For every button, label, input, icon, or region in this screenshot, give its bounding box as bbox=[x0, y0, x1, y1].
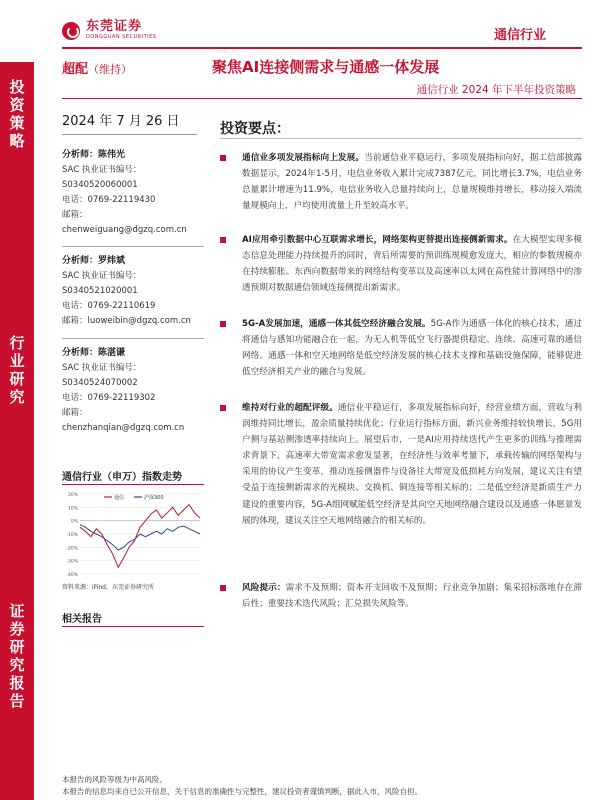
analyst-name: 陈伟光 bbox=[98, 150, 126, 160]
related-reports-title: 相关报告 bbox=[62, 614, 102, 625]
industry-label: 通信行业 bbox=[493, 28, 546, 43]
analyst-phone: 电话：0769-22110619 bbox=[62, 301, 156, 311]
related-divider bbox=[62, 626, 204, 627]
bullet-square-icon bbox=[220, 237, 226, 243]
analyst-sac-label: SAC 执业证书编号： bbox=[62, 271, 142, 281]
analyst-card bbox=[62, 346, 204, 436]
chart-y-tick: -20% bbox=[66, 546, 78, 552]
key-point-text: 需求不及预期；资本开支回收不及预期；行业竞争加剧；集采招标落地存在滞后性；重要技术迭代风险；汇兑损失风险等。 bbox=[242, 583, 582, 610]
sidebar-char: 告 bbox=[9, 692, 25, 710]
analyst-phone: 电话：0769-22119302 bbox=[62, 393, 156, 403]
chart-y-tick: 0% bbox=[70, 519, 78, 525]
disclaimer-risk: 本报告的风险等级为中高风险。 bbox=[62, 775, 167, 784]
sidebar-char: 报 bbox=[9, 674, 25, 692]
header-divider bbox=[62, 47, 582, 49]
analyst-sac-label: SAC 执业证书编号： bbox=[62, 165, 142, 175]
sidebar-char: 行 bbox=[9, 334, 25, 352]
chart-y-tick: 10% bbox=[67, 506, 78, 512]
sidebar-char: 证 bbox=[9, 602, 25, 620]
bullet-square-icon bbox=[220, 405, 226, 411]
sidebar-char: 投 bbox=[9, 78, 25, 96]
rating bbox=[62, 58, 132, 77]
key-point-heading: 5G-A发展加速，通感一体其低空经济融合发展。 bbox=[242, 319, 431, 329]
key-point-text: 5G-A作为通感一体化的核心技术，通过将通信与感知功能融合在一起，为无人机等低空飞行器提供稳定、连续、高速可靠的通信网络。通感一体和空天地网络是低空经济发展的核心技术支撑和基础设施保障，能够促进低空经济相关产业的融合与发展。 bbox=[242, 319, 582, 378]
analyst-sac-number: S0340521020001 bbox=[62, 286, 138, 296]
bullet-square-icon bbox=[220, 155, 226, 161]
analyst-email-label: 邮箱： bbox=[62, 210, 88, 220]
sidebar-char: 略 bbox=[9, 132, 25, 150]
rating-main: 超配 bbox=[62, 62, 89, 77]
chart-source: 资料来源：iFind，东莞证券研究所 bbox=[62, 584, 154, 591]
sidebar-label-industry bbox=[0, 334, 34, 406]
key-point-item bbox=[220, 232, 582, 296]
logo-mark-icon bbox=[62, 22, 80, 40]
logo-name-en: DONGGUAN SECURITIES bbox=[86, 34, 157, 40]
disclaimer-info: 本报告的信息均来自已公开信息，关于信息的准确性与完整性，建议投资者谨慎判断，据此入市，风险自担。 bbox=[62, 787, 422, 796]
analyst-card bbox=[62, 148, 204, 238]
bullet-square-icon bbox=[220, 585, 226, 591]
key-point-item bbox=[220, 400, 582, 529]
key-point-item bbox=[220, 580, 582, 612]
key-points-title: 投资要点： bbox=[220, 121, 290, 137]
report-title: 聚焦AI连接侧需求与通感一体发展 bbox=[212, 58, 440, 76]
chart-title: 通信行业（申万）指数走势 bbox=[62, 472, 182, 483]
analyst-email[interactable]: chenzhanqian@dgzq.com.cn bbox=[62, 423, 185, 433]
key-point-text: 当前通信业平稳运行，多项发展指标向好，据工信部披露数据显示，2024年1-5月，电信业务收入累计完成7387亿元，同比增长3.7%，电信业务总量累计增速为11.9%，电信业务收入总量持续向上，总量规模维持增长，移动接入端流量规模向上，户均使用流量上升至较高水平。 bbox=[242, 153, 582, 212]
key-point-heading: 通信业多项发展指标向上发展。 bbox=[242, 153, 365, 163]
analyst-divider bbox=[62, 246, 204, 247]
analyst-name: 罗炜斌 bbox=[98, 256, 126, 266]
chart-y-tick: 20% bbox=[67, 493, 78, 498]
analyst-sac-label: SAC 执业证书编号： bbox=[62, 363, 142, 373]
analyst-label: 分析师： bbox=[62, 348, 99, 358]
key-point-heading: 风险提示： bbox=[242, 583, 286, 593]
analyst-email-label: 邮箱： bbox=[62, 408, 88, 418]
analyst-phone: 电话：0769-22119430 bbox=[62, 195, 156, 205]
sidebar-char: 研 bbox=[9, 638, 25, 656]
analyst-sac-number: S0340520060001 bbox=[62, 180, 138, 190]
rating-note: （维持） bbox=[88, 63, 133, 76]
analyst-email[interactable]: luoweibin@dgzq.com.cn bbox=[87, 316, 191, 326]
analyst-name: 陈湛谦 bbox=[98, 348, 126, 358]
company-logo bbox=[62, 20, 156, 41]
sidebar-char: 业 bbox=[9, 352, 25, 370]
sidebar-char: 券 bbox=[9, 620, 25, 638]
title-divider bbox=[62, 98, 582, 99]
chart-y-tick: -10% bbox=[66, 533, 78, 538]
bullet-square-icon bbox=[220, 321, 226, 327]
report-subtitle: 通信行业 2024 年下半年投资策略 bbox=[416, 84, 576, 96]
key-point-text: 通信业平稳运行，多项发展指标向好，经营业绩方面，营收与利润维持同比增长，盈余质量持续优化；行业运行指标方面，新兴业务维持较快增长，5G用户侧与基站侧渗透率持续向上。展望后市，一是AI应用持续迭代产生更多的训练与推理需求背景下，高速率大带宽需求愈发显著，在经济性与效率考量下，承载传输的网络架构与采用的协议产生变革，推动连接侧器件与设备往大带宽及低损耗方向发展，建议关注有望受益于连接侧新需求的光模块、交换机、铜连接等相关标的；二是低空经济是新质生产力建设的重要内容，5G-A组网赋能低空经济是其向空天地网络融合建设以及通感一体愿景发展的体现，建议关注空天地网络融合的相关标的。 bbox=[242, 403, 582, 526]
chart-legend-label: 通信 bbox=[114, 495, 125, 501]
analyst-card bbox=[62, 254, 204, 329]
logo-name-cn: 东莞证券 bbox=[86, 19, 143, 34]
date-divider bbox=[62, 134, 197, 135]
analyst-divider bbox=[62, 338, 204, 339]
analyst-email-label: 邮箱： bbox=[62, 316, 88, 326]
key-points-divider bbox=[220, 138, 582, 139]
chart-legend-label: 沪深300 bbox=[144, 495, 164, 501]
chart-divider bbox=[62, 484, 204, 485]
sidebar-label-strategy bbox=[0, 78, 34, 150]
key-point-heading: 维持对行业的超配评级。 bbox=[242, 403, 338, 413]
key-point-item bbox=[220, 150, 582, 214]
sidebar-char: 研 bbox=[9, 370, 25, 388]
report-date: 2024 年 7 月 26 日 bbox=[62, 114, 180, 129]
analyst-label: 分析师： bbox=[62, 256, 99, 266]
key-point-text: 在大模型实现多模态信息处理能力持续提升的同时，背后所需要的预训练规模愈发庞大，相应的参数规模亦在持续膨胀。东西向数据带来的网络结构变革以及高速率以太网在高性能计算网络中的渗透预期对数据通信领域连接侧提出新需求。 bbox=[242, 235, 582, 294]
left-sidebar bbox=[0, 62, 34, 800]
key-point-item bbox=[220, 316, 582, 380]
index-trend-chart bbox=[62, 488, 204, 578]
chart-series-line-1 bbox=[80, 505, 200, 568]
chart-y-tick: -30% bbox=[66, 559, 78, 565]
analyst-email[interactable]: chenweiguang@dgzq.com.cn bbox=[62, 225, 187, 235]
chart-y-tick: -40% bbox=[66, 573, 78, 578]
sidebar-char: 究 bbox=[9, 656, 25, 674]
analyst-sac-number: S0340524070002 bbox=[62, 378, 138, 388]
sidebar-char: 究 bbox=[9, 388, 25, 406]
sidebar-char: 资 bbox=[9, 96, 25, 114]
sidebar-char: 策 bbox=[9, 114, 25, 132]
key-point-heading: AI应用牵引数据中心互联需求增长，网络架构更替提出连接侧新需求。 bbox=[242, 235, 513, 245]
sidebar-label-report bbox=[0, 602, 34, 710]
analyst-label: 分析师： bbox=[62, 150, 99, 160]
